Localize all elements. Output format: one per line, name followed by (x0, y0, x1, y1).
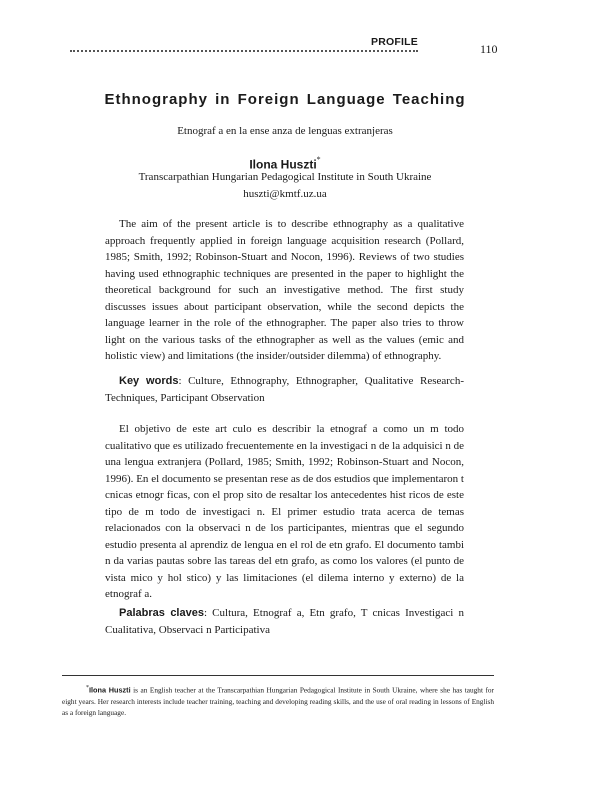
keywords-label: Key words (119, 375, 179, 387)
keywords-list-spanish: : Cultura, Etnograf a, Etn grafo, T cnicas Investigaci n Cualitativa, Observaci n Participativa (105, 607, 464, 636)
author-email: huszti@kmtf.uz.ua (243, 188, 327, 200)
footnote-divider (62, 675, 494, 676)
footnote-text: is an English teacher at the Transcarpathian Hungarian Pedagogical Institute in South Ukraine, where she has taught for eight years. Her research interests include teacher training, teaching and developing reading skills, and the use of oral reading in lessons of English as a foreign language. (62, 685, 494, 718)
footnote-mark: * (86, 685, 89, 691)
author-affiliation: Transcarpathian Hungarian Pedagogical Institute in South Ukraine (138, 171, 432, 183)
author-name: Ilona Huszti (249, 157, 317, 172)
section-label: PROFILE (371, 36, 418, 48)
page-number: 110 (480, 42, 498, 56)
author-footnote-mark: * (316, 155, 321, 164)
article-subtitle-spanish: Etnograf a en la ense anza de lenguas extranjeras (177, 125, 393, 137)
abstract-english: The aim of the present article is to describe ethnography as a qualitative approach frequently applied in foreign language acquisition research (Pollard, 1985; Smith, 1992; Robinson-Stuart and Nocon, 1996). Reviews of two studies having used ethnographic techniques are presented in the paper to highlight the theoretical background for such an investigative method. The first study discusses issues about participant observation, while the second depicts the language learner in the role of the ethnographer. The paper also tries to throw light on the various tasks of the ethnographer as well as the values (emic and holistic view) and limitations (the insider/outsider dilemma) of ethnography. (105, 218, 464, 362)
abstract-spanish: El objetivo de este art culo es describir la etnograf a como un m todo cualitativo que es utilizado frecuentemente en la investigaci n de la adquisici n de una lengua extranjera (Pollard, 1985; Smith, 1992; Robinson-Stuart and Nocon, 1996). En el documento se presentan rese as de dos estudios que implementaron t cnicas etnogr ficas, con el prop sito de resaltar los antecedentes hist ricos de este tipo de m todo de investigaci n. El primer estudio trata acerca de temas relacionados con la observaci n de los participantes, mientras que el segundo estudio presenta al aprendiz de lengua en el rol de etn grafo. El documento tambi n da varias pautas sobre las tareas del etn grafo, as como los valores (el punto de vista mico y hol stico) y las limitaciones (el dilema interno y externo) de la etnograf a. (105, 423, 464, 600)
keywords-spanish (105, 605, 464, 638)
keywords-label-spanish: Palabras claves (119, 607, 204, 619)
keywords-list: : Culture, Ethnography, Ethnographer, Qualitative Research-Techniques, Participant Observation (105, 375, 464, 404)
article-title: Ethnography in Foreign Language Teaching (104, 91, 466, 108)
footnote-author-name: Ilona Huszti (89, 685, 131, 695)
footnote (62, 683, 494, 719)
header-dotted-rule (70, 44, 418, 52)
keywords-english (105, 373, 464, 406)
